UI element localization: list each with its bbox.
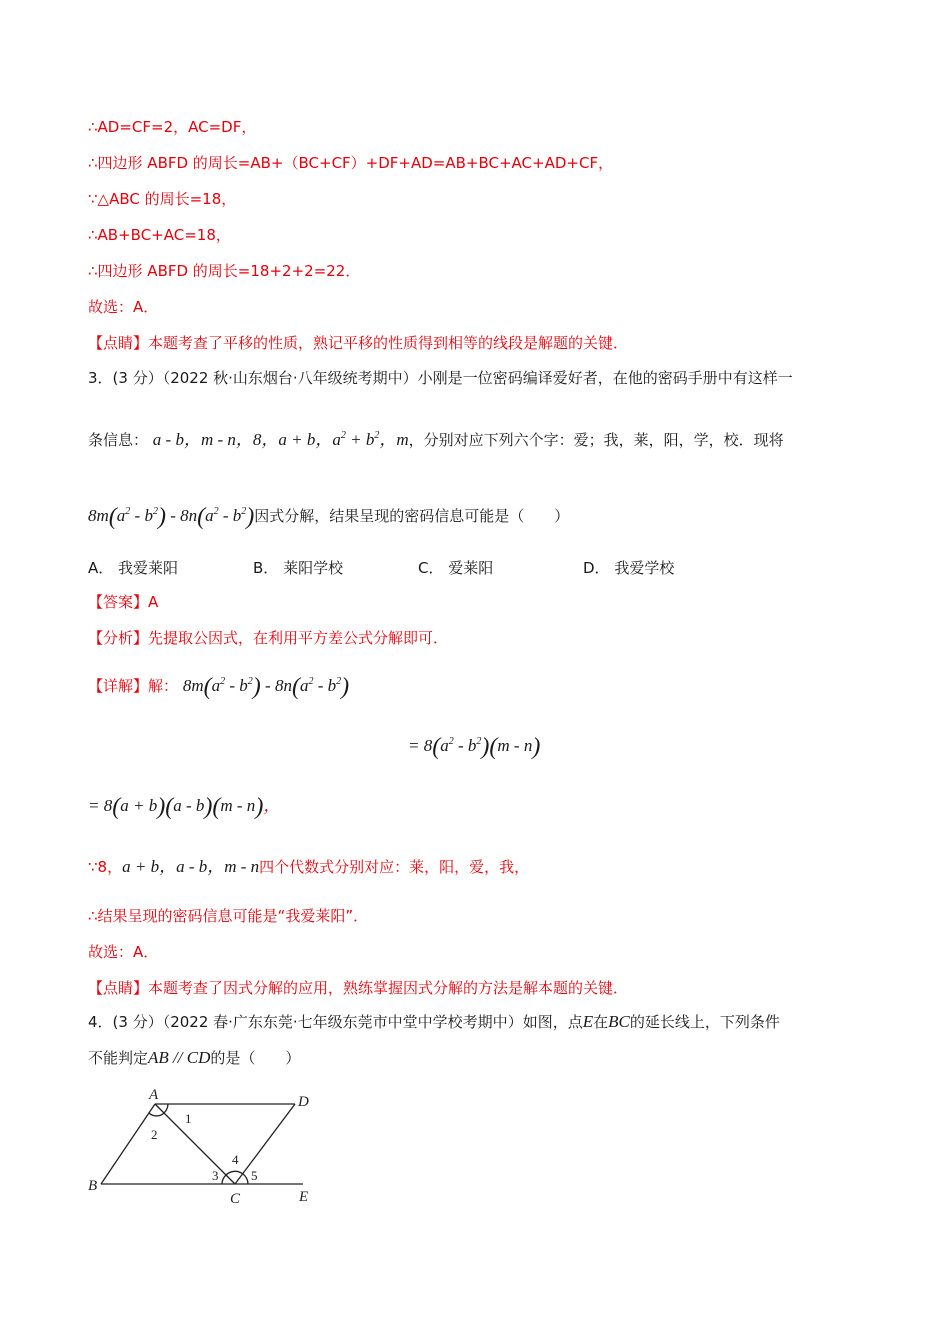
solution-choice: 故选：A． [88,298,159,316]
detail-step-1 [408,734,541,760]
label-e: E [299,1189,309,1205]
geometry-figure [85,1082,325,1212]
q3-info-suffix: ，分别对应下列六个字：爱；我，莱，阳，学，校．现将 [408,431,784,449]
angle-2-arc [149,1113,164,1116]
option-a-letter: A． [88,559,114,577]
option-c-letter: C． [418,559,444,577]
q4-line-2 [88,1048,300,1068]
q3-info-prefix: 条信息： [88,431,149,449]
angle-1-arc [164,1104,168,1113]
detail-expression: $8m(a^2 - b^2) - 8n(a^2 - b^2)$ [182,674,350,700]
answer-value: A [148,593,159,611]
label-angle-2: 2 [151,1127,158,1142]
segment-ac [155,1104,235,1184]
q4-header-prefix: 4．(3 分）（2022 春·广东东莞·七年级东莞市中堂中学校考期中）如图，点 [88,1013,583,1031]
q3-expression-suffix: 因式分解，结果呈现的密码信息可能是（ ） [254,507,570,525]
solution-line-4: ∴AB+BC+AC=18， [88,226,231,244]
segment-ab [101,1104,155,1184]
q4-line2-prefix: 不能判定 [88,1049,149,1067]
option-a-text: 我爱莱阳 [118,559,179,577]
solution-line-2: ∴四边形 ABFD 的周长=AB+（BC+CF）+DF+AD=AB+BC+AC+AD+CF， [88,154,614,172]
label-b: B [88,1178,98,1194]
conclusion-line: ∴结果呈现的密码信息可能是“我爱莱阳”． [88,907,369,925]
label-angle-3: 3 [212,1168,219,1183]
detail-step-2 [88,794,281,820]
option-b-text: 莱阳学校 [283,559,344,577]
answer-tag: 【答案】 [88,593,149,611]
detail-prefix: 解： [148,677,179,695]
angle-3-arc [222,1175,226,1184]
detail-tag: 【详解】 [88,677,149,695]
q4-header [88,1012,780,1032]
option-c-text: 爱莱阳 [448,559,494,577]
option-b-letter: B． [253,559,279,577]
q4-parallel: AB // CD [148,1048,211,1067]
q3-comment-text: 本题考查了因式分解的应用，熟练掌握因式分解的方法是解本题的关键． [148,979,629,997]
q4-segment-bc: BC [608,1012,630,1031]
q4-header-suffix: 的延长线上，下列条件 [629,1013,780,1031]
q3-header: 3．(3 分）（2022 秋·山东烟台·八年级统考期中）小刚是一位密码编译爱好者，在他的密码手册中有这样一 [88,369,793,387]
q4-point-e: E [582,1012,594,1031]
segment-cd [235,1104,295,1184]
q4-line2-suffix: 的是（ ） [210,1049,301,1067]
option-d-text: 我爱学校 [614,559,675,577]
q3-info-expressions: a - b，m - n，8，a + b，$a^2 + b^2$，m [152,430,409,449]
q3-detail-line [88,674,350,700]
option-a [88,557,178,578]
option-c [418,557,493,578]
comment-line [88,333,628,353]
q3-comment [88,978,628,998]
mapping-line [88,857,529,877]
step-2-expression: = 8(a + b)(a - b)(m - n)， [88,794,281,820]
mapping-expressions: a + b，a - b，m - n [122,857,260,876]
option-b [253,557,343,578]
solution-line-5: ∴四边形 ABFD 的周长=18+2+2=22． [88,262,361,280]
angle-4-arc [226,1171,243,1175]
q3-comment-tag: 【点睛】 [88,979,149,997]
q4-header-mid: 在 [593,1013,609,1031]
q3-answer [88,592,158,612]
option-d [583,557,674,578]
q3-expression-line [88,504,570,530]
comment-text: 本题考查了平移的性质，熟记平移的性质得到相等的线段是解题的关键． [148,334,629,352]
option-d-letter: D． [583,559,610,577]
q3-choice: 故选：A． [88,943,159,961]
mapping-suffix: 四个代数式分别对应：莱，阳，爱，我， [259,858,530,876]
mapping-prefix: ∵8， [88,858,123,876]
label-angle-1: 1 [185,1111,192,1126]
analysis-tag: 【分析】 [88,629,149,647]
label-angle-5: 5 [251,1168,258,1183]
q3-analysis [88,628,448,648]
analysis-text: 先提取公因式，在利用平方差公式分解即可． [148,629,449,647]
q3-expression: $8m(a^2 - b^2) - 8n(a^2 - b^2)$ [88,504,255,530]
label-angle-4: 4 [232,1152,239,1167]
label-c: C [230,1191,241,1207]
label-a: A [149,1087,159,1103]
solution-line-1: ∴AD=CF=2，AC=DF， [88,118,257,136]
angle-5-arc [243,1174,248,1184]
solution-line-3: ∵△ABC 的周长=18， [88,190,237,208]
label-d: D [298,1094,309,1110]
comment-tag: 【点睛】 [88,334,149,352]
step-1-expression: = $8(a^2 - b^2)(m - n)$ [408,734,541,760]
q3-info-line [88,430,784,450]
